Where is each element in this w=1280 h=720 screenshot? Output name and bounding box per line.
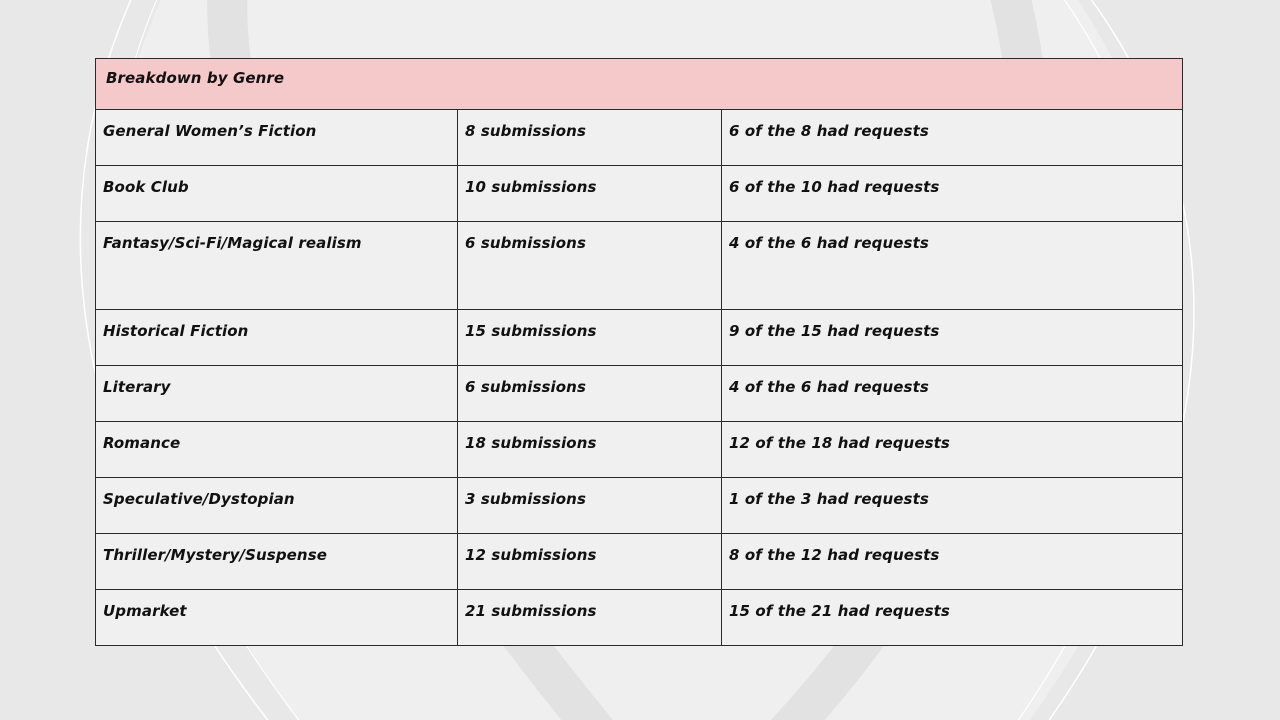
submissions-cell: 12 submissions: [458, 534, 722, 590]
submissions-cell: 8 submissions: [458, 110, 722, 166]
genre-cell: Historical Fiction: [96, 310, 458, 366]
table-row: [96, 366, 1183, 422]
genre-cell: Upmarket: [96, 590, 458, 646]
submissions-cell: 3 submissions: [458, 478, 722, 534]
table-header: [96, 59, 1183, 110]
table-row: [96, 478, 1183, 534]
submissions-cell: 21 submissions: [458, 590, 722, 646]
table-header-row: [96, 59, 1183, 110]
genre-breakdown-table: [95, 58, 1183, 646]
submissions-cell: 6 submissions: [458, 222, 722, 310]
table-row: [96, 310, 1183, 366]
submissions-cell: 6 submissions: [458, 366, 722, 422]
submissions-cell: 18 submissions: [458, 422, 722, 478]
requests-cell: 1 of the 3 had requests: [722, 478, 1183, 534]
genre-cell: Literary: [96, 366, 458, 422]
requests-cell: 6 of the 10 had requests: [722, 166, 1183, 222]
table-row: [96, 422, 1183, 478]
requests-cell: 6 of the 8 had requests: [722, 110, 1183, 166]
genre-cell: Romance: [96, 422, 458, 478]
table-row: [96, 110, 1183, 166]
requests-cell: 12 of the 18 had requests: [722, 422, 1183, 478]
table-title: Breakdown by Genre: [106, 69, 285, 87]
table-row: [96, 590, 1183, 646]
requests-cell: 4 of the 6 had requests: [722, 366, 1183, 422]
genre-cell: Thriller/Mystery/Suspense: [96, 534, 458, 590]
requests-cell: 15 of the 21 had requests: [722, 590, 1183, 646]
genre-cell: Fantasy/Sci-Fi/Magical realism: [96, 222, 458, 310]
genre-cell: General Women’s Fiction: [96, 110, 458, 166]
table-row: [96, 166, 1183, 222]
genre-cell: Speculative/Dystopian: [96, 478, 458, 534]
requests-cell: 9 of the 15 had requests: [722, 310, 1183, 366]
table-row: [96, 534, 1183, 590]
submissions-cell: 10 submissions: [458, 166, 722, 222]
requests-cell: 8 of the 12 had requests: [722, 534, 1183, 590]
table-row: [96, 222, 1183, 310]
submissions-cell: 15 submissions: [458, 310, 722, 366]
requests-cell: 4 of the 6 had requests: [722, 222, 1183, 310]
genre-cell: Book Club: [96, 166, 458, 222]
